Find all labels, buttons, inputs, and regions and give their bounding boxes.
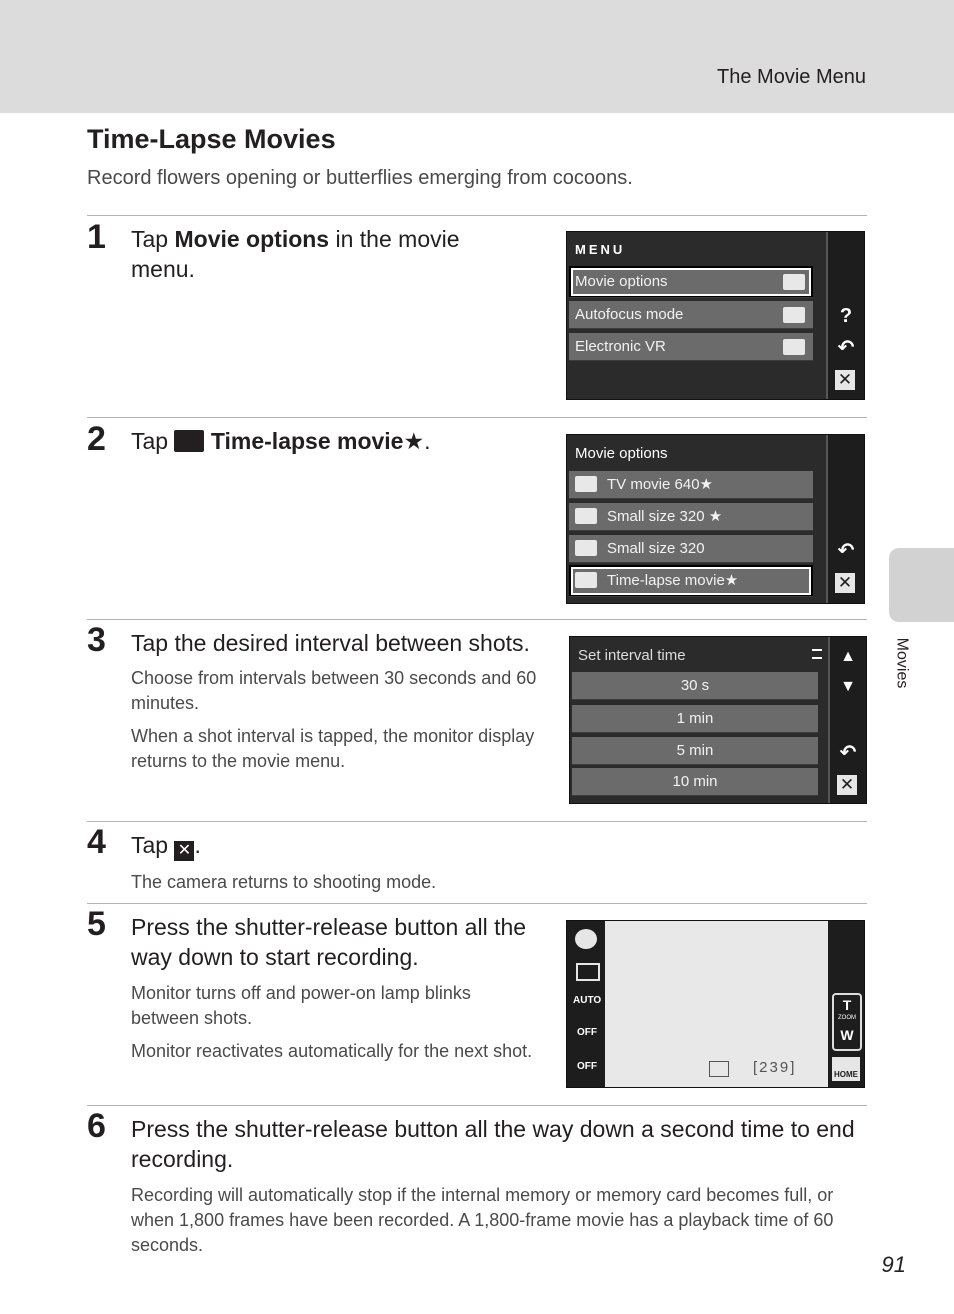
time-lapse-icon bbox=[709, 1061, 729, 1077]
time-lapse-icon bbox=[174, 430, 204, 452]
scroll-up-icon[interactable]: ▲ bbox=[840, 648, 856, 665]
step-number: 2 bbox=[87, 420, 106, 458]
frame-counter-value: 239 bbox=[759, 1059, 791, 1076]
time-lapse-icon bbox=[575, 572, 597, 588]
step-number: 5 bbox=[87, 905, 106, 943]
zoom-wide-icon: W bbox=[840, 1027, 854, 1043]
step-heading-text: Tap bbox=[131, 226, 175, 252]
home-icon[interactable]: HOME bbox=[832, 1057, 860, 1081]
step-heading-text: in the movie menu. bbox=[131, 226, 460, 282]
divider bbox=[87, 903, 867, 904]
zoom-tele-icon: T bbox=[842, 997, 852, 1013]
step-heading: Press the shutter-release button all the way down a second time to end recording. bbox=[131, 1116, 855, 1172]
step-number: 1 bbox=[87, 218, 106, 256]
interval-label: 10 min bbox=[672, 773, 718, 790]
tv-icon bbox=[783, 274, 805, 290]
menu-item-label: TV movie 640★ bbox=[607, 476, 713, 493]
menu-title: Movie options bbox=[575, 445, 668, 462]
menu-item-tv-movie[interactable] bbox=[569, 471, 813, 499]
step-paragraph: The camera returns to shooting mode. bbox=[131, 872, 437, 892]
step-heading bbox=[131, 830, 531, 861]
zoom-control[interactable] bbox=[832, 993, 862, 1051]
af-icon bbox=[783, 307, 805, 323]
flash-auto-icon[interactable]: AUTO bbox=[573, 995, 602, 1006]
tv-icon bbox=[575, 476, 597, 492]
step-number: 4 bbox=[87, 823, 106, 861]
menu-item-movie-options[interactable] bbox=[569, 266, 813, 298]
step-body bbox=[131, 1183, 867, 1266]
close-icon: ✕ bbox=[174, 841, 194, 861]
side-tab bbox=[889, 548, 954, 622]
page-title: Time-Lapse Movies bbox=[87, 124, 336, 154]
close-icon[interactable]: ✕ bbox=[835, 370, 855, 390]
step-heading-text: . bbox=[194, 832, 201, 858]
macro-off-icon[interactable]: OFF bbox=[577, 1061, 597, 1072]
screen-sidebar bbox=[828, 637, 866, 803]
step-heading-text: Tap bbox=[131, 832, 175, 858]
divider bbox=[87, 1105, 867, 1106]
close-icon[interactable]: ✕ bbox=[835, 573, 855, 593]
menu-item-label: Time-lapse movie★ bbox=[607, 572, 739, 589]
camera-screen-interval bbox=[569, 636, 867, 804]
back-icon[interactable]: ↶ bbox=[839, 742, 857, 764]
menu-title: MENU bbox=[575, 242, 626, 257]
menu-item-label: Movie options bbox=[575, 273, 668, 290]
camera-screen-menu bbox=[566, 231, 865, 400]
screen-sidebar bbox=[826, 435, 864, 603]
movie-mode-icon[interactable] bbox=[575, 929, 597, 949]
menu-item-autofocus-mode[interactable] bbox=[569, 301, 813, 329]
page-subtitle: Record flowers opening or butterflies emerging from cocoons. bbox=[87, 167, 633, 189]
back-icon[interactable]: ↶ bbox=[837, 337, 855, 359]
interval-label: 1 min bbox=[676, 710, 714, 727]
divider bbox=[87, 619, 867, 620]
side-tab-label-wrap bbox=[880, 636, 936, 700]
menu-title: Set interval time bbox=[578, 647, 686, 664]
interval-label: 5 min bbox=[676, 742, 714, 759]
step-heading-bold: Time-lapse movie★ bbox=[210, 428, 425, 454]
frame-counter: [239] bbox=[753, 1059, 797, 1076]
menu-item-small-size-star[interactable] bbox=[569, 503, 813, 531]
menu-item-time-lapse[interactable] bbox=[569, 565, 813, 597]
step-number: 3 bbox=[87, 621, 106, 659]
step-body bbox=[131, 870, 541, 903]
close-icon[interactable]: ✕ bbox=[837, 775, 857, 795]
menu-item-label: Electronic VR bbox=[575, 338, 666, 355]
step-paragraph: Recording will automatically stop if the internal memory or memory card becomes full, or when 1,800 frames have been recorded. A 1,800-frame movie has a playback time of 60 seconds. bbox=[131, 1185, 834, 1255]
self-timer-off-icon[interactable]: OFF bbox=[577, 1027, 597, 1038]
interval-option[interactable] bbox=[572, 672, 818, 700]
divider bbox=[87, 821, 867, 822]
step-heading-bold: Movie options bbox=[174, 226, 330, 252]
step-paragraph: Monitor turns off and power-on lamp blinks between shots. bbox=[131, 983, 471, 1028]
vr-icon bbox=[783, 339, 805, 355]
interval-option[interactable] bbox=[572, 737, 818, 765]
step-paragraph: Monitor reactivates automatically for the next shot. bbox=[131, 1041, 533, 1061]
step-number: 6 bbox=[87, 1107, 106, 1145]
side-tab-label: Movies bbox=[893, 637, 911, 689]
zoom-label: ZOOM bbox=[838, 1015, 856, 1021]
shooting-left-bar bbox=[567, 921, 605, 1087]
step-heading-text: Tap bbox=[131, 428, 175, 454]
playback-icon[interactable] bbox=[576, 963, 600, 981]
divider bbox=[87, 417, 867, 418]
page-number: 91 bbox=[881, 1252, 906, 1277]
step-paragraph: When a shot interval is tapped, the monitor display returns to the movie menu. bbox=[131, 726, 535, 771]
step-paragraph: Choose from intervals between 30 seconds and 60 minutes. bbox=[131, 668, 537, 713]
step-heading: Press the shutter-release button all the way down to start recording. bbox=[131, 914, 527, 970]
step-heading bbox=[131, 426, 531, 456]
size-320-icon bbox=[575, 540, 597, 556]
back-icon[interactable]: ↶ bbox=[837, 540, 855, 562]
menu-item-label: Small size 320 ★ bbox=[607, 508, 723, 525]
step-heading-text: . bbox=[424, 428, 431, 454]
step-body bbox=[131, 666, 541, 782]
help-icon[interactable]: ? bbox=[839, 305, 853, 327]
step-body bbox=[131, 981, 541, 1072]
shooting-right-bar bbox=[828, 921, 864, 1087]
menu-item-label: Small size 320 bbox=[607, 540, 705, 557]
interval-option[interactable] bbox=[572, 768, 818, 796]
divider bbox=[87, 215, 867, 216]
scroll-indicator-icon bbox=[812, 649, 822, 659]
header-band bbox=[0, 0, 954, 113]
camera-screen-shooting bbox=[566, 920, 865, 1088]
menu-item-label: Autofocus mode bbox=[575, 306, 684, 323]
menu-item-small-size[interactable] bbox=[569, 535, 813, 563]
menu-item-electronic-vr[interactable] bbox=[569, 333, 813, 361]
section-title: The Movie Menu bbox=[717, 66, 866, 88]
camera-screen-movie-options bbox=[566, 434, 865, 604]
step-heading bbox=[131, 224, 511, 284]
step-heading: Tap the desired interval between shots. bbox=[131, 630, 530, 656]
screen-sidebar bbox=[826, 232, 864, 399]
interval-option[interactable] bbox=[572, 705, 818, 733]
scroll-down-icon[interactable]: ▼ bbox=[840, 678, 856, 695]
interval-label: 30 s bbox=[680, 677, 710, 694]
size-320-icon bbox=[575, 508, 597, 524]
